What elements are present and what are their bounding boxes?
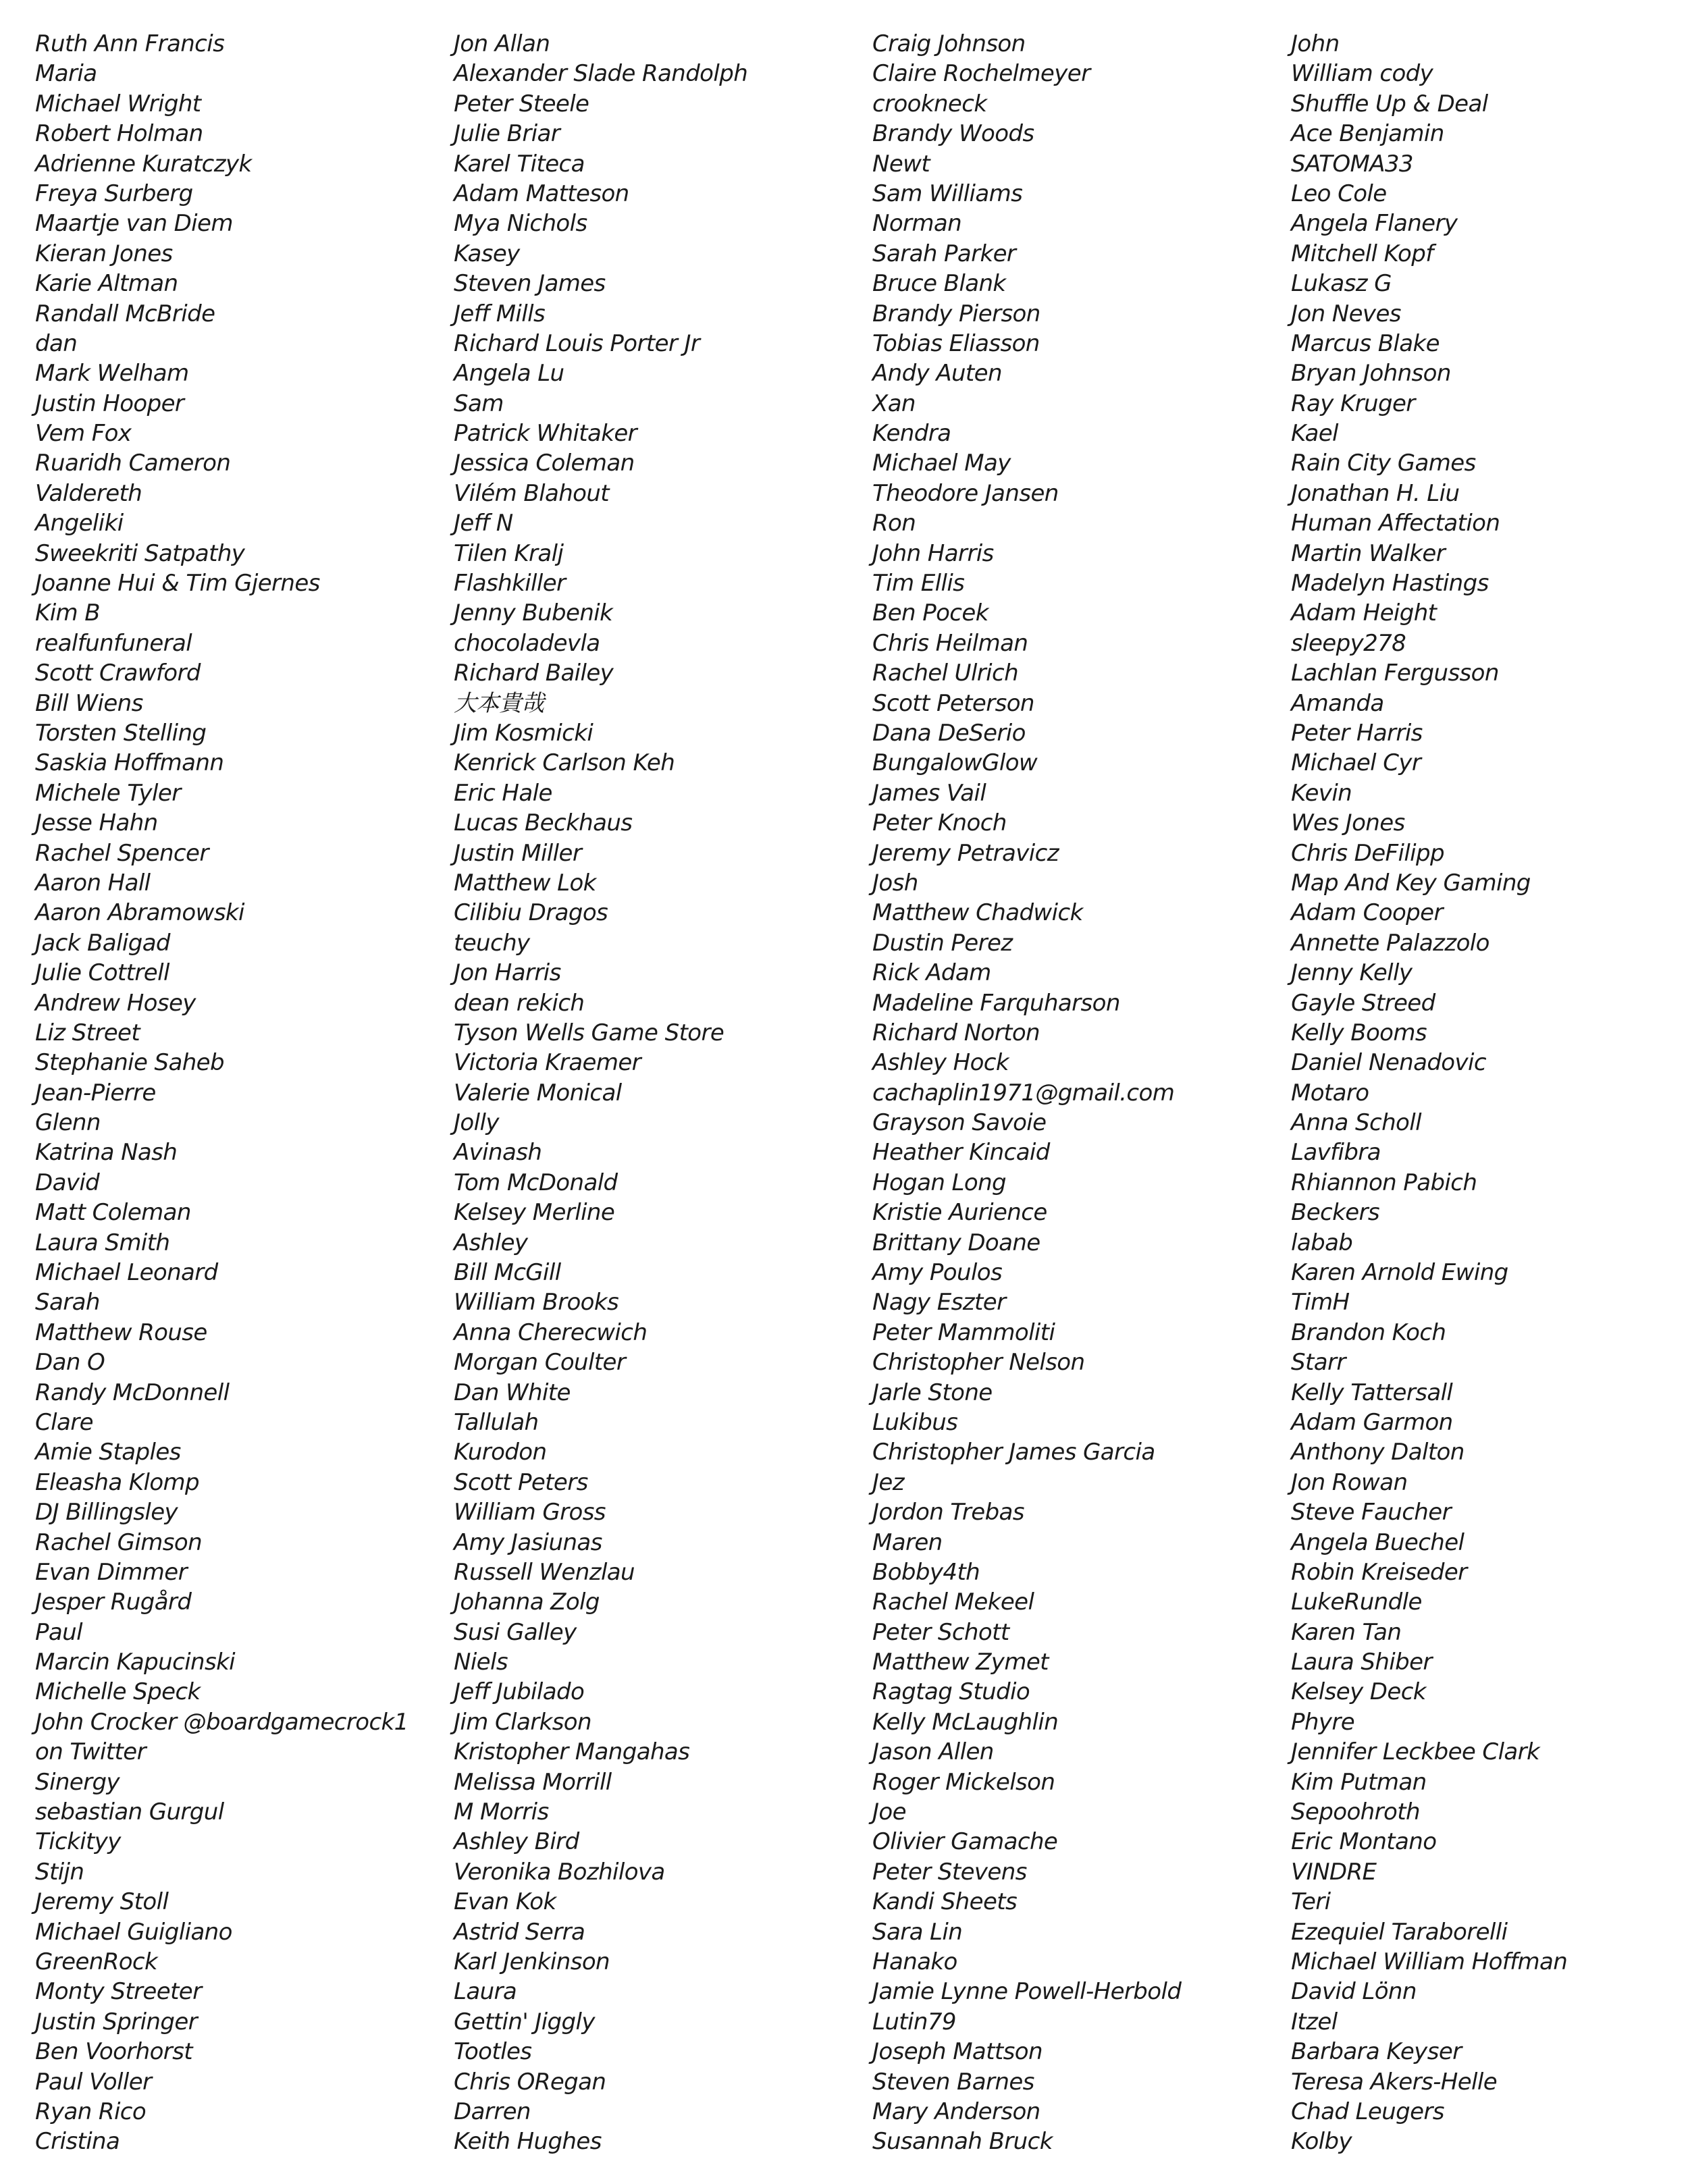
name-entry: Valerie Monical — [454, 1079, 622, 1107]
name-entry: Kurodon — [454, 1439, 547, 1466]
name-entry: Michael Guigliano — [35, 1918, 232, 1946]
name-entry: Brittany Doane — [872, 1229, 1040, 1256]
name-entry: Darren — [454, 2098, 531, 2125]
name-entry: Mary Anderson — [872, 2098, 1040, 2125]
name-entry: Kasey — [454, 240, 520, 267]
name-entry: Mitchell Kopf — [1291, 240, 1433, 267]
name-entry: Ryan Rico — [35, 2098, 147, 2125]
names-column-2 — [454, 29, 859, 2157]
name-entry: Jonathan H. Liu — [1291, 479, 1460, 507]
name-entry: Jolly — [454, 1109, 499, 1137]
name-entry: Maren — [872, 1528, 943, 1556]
name-entry: Laura Shiber — [1291, 1649, 1432, 1676]
name-entry: Ruaridh Cameron — [35, 450, 231, 477]
name-entry: Leo Cole — [1291, 180, 1387, 207]
name-entry: Jesper Rugård — [35, 1589, 192, 1616]
name-entry: Angela Flanery — [1291, 210, 1458, 238]
name-entry: VINDRE — [1291, 1858, 1377, 1886]
name-entry: Amanda — [1291, 689, 1384, 717]
name-entry: Tobias Eliasson — [872, 329, 1040, 357]
name-entry: Teri — [1291, 1888, 1331, 1916]
name-entry: Adrienne Kuratczyk — [35, 150, 252, 178]
name-entry: Rick Adam — [872, 959, 991, 987]
name-entry: Steve Faucher — [1291, 1499, 1451, 1526]
name-entry: Kim Putman — [1291, 1768, 1427, 1796]
name-entry: Kelly Booms — [1291, 1019, 1427, 1046]
name-entry: Adam Matteson — [454, 180, 629, 207]
name-entry: Sam Williams — [872, 180, 1023, 207]
name-entry: Patrick Whitaker — [454, 420, 637, 448]
name-entry: Chad Leugers — [1291, 2098, 1444, 2125]
name-entry: Dan O — [35, 1349, 105, 1377]
name-entry: Dana DeSerio — [872, 719, 1026, 747]
name-entry: William Brooks — [454, 1289, 619, 1316]
names-column-4 — [1291, 29, 1688, 2157]
name-entry: Theodore Jansen — [872, 479, 1059, 507]
name-entry: Michael William Hoffman — [1291, 1948, 1568, 1975]
name-entry: Anna Scholl — [1291, 1109, 1421, 1137]
name-entry: Ben Pocek — [872, 600, 988, 627]
name-entry: Dan White — [454, 1379, 571, 1406]
name-entry: dean rekich — [454, 989, 585, 1017]
name-entry: Monty Streeter — [35, 1978, 202, 2006]
name-entry: Kelly McLaughlin — [872, 1708, 1059, 1736]
name-entry: Eric Montano — [1291, 1828, 1437, 1856]
name-entry: Adam Garmon — [1291, 1408, 1453, 1436]
name-entry: Kelsey Deck — [1291, 1678, 1426, 1706]
name-entry: Sam — [454, 390, 504, 417]
name-entry: Kandi Sheets — [872, 1888, 1018, 1916]
name-entry: Richard Bailey — [454, 660, 614, 687]
name-entry: Lucas Beckhaus — [454, 809, 633, 837]
name-entry: Kevin — [1291, 779, 1352, 807]
name-entry: Karel Titeca — [454, 150, 585, 178]
name-entry: Michael May — [872, 450, 1011, 477]
name-entry: Ray Kruger — [1291, 390, 1415, 417]
name-entry: Melissa Morrill — [454, 1768, 612, 1796]
name-entry: Angela Lu — [454, 360, 564, 388]
name-entry: Stijn — [35, 1858, 84, 1886]
name-entry: Clare — [35, 1408, 93, 1436]
name-entry: Jim Clarkson — [454, 1708, 591, 1736]
name-entry: John — [1291, 30, 1340, 57]
name-entry: Lachlan Fergusson — [1291, 660, 1499, 687]
name-entry: Rachel Mekeel — [872, 1589, 1034, 1616]
name-entry: Beckers — [1291, 1199, 1380, 1227]
name-entry: Russell Wenzlau — [454, 1558, 635, 1586]
name-entry: Michael Wright — [35, 90, 201, 117]
name-entry: Peter Harris — [1291, 719, 1423, 747]
name-entry: Ben Voorhorst — [35, 2038, 193, 2066]
name-entry: Sepoohroth — [1291, 1799, 1420, 1826]
name-entry: Rachel Gimson — [35, 1528, 203, 1556]
name-entry: Brandy Woods — [872, 120, 1034, 148]
name-entry: Jon Harris — [454, 959, 561, 987]
name-entry: Peter Steele — [454, 90, 589, 117]
name-entry: Matthew Rouse — [35, 1319, 207, 1346]
name-entry: Valdereth — [35, 479, 142, 507]
name-entry: David Lönn — [1291, 1978, 1417, 2006]
name-entry: Josh — [872, 869, 918, 897]
name-entry: Hanako — [872, 1948, 957, 1975]
name-entry: Mya Nichols — [454, 210, 587, 238]
name-entry: Amie Staples — [35, 1439, 181, 1466]
name-entry: Daniel Nenadovic — [1291, 1049, 1486, 1077]
name-entry: Eleasha Klomp — [35, 1468, 200, 1496]
name-entry: Jeff N — [454, 510, 513, 537]
name-entry: Mark Welham — [35, 360, 189, 388]
name-entry: Sara Lin — [872, 1918, 963, 1946]
name-entry: Ace Benjamin — [1291, 120, 1444, 148]
name-entry: Richard Norton — [872, 1019, 1040, 1046]
name-entry: Motaro — [1291, 1079, 1369, 1107]
name-entry: Marcin Kapucinski — [35, 1649, 236, 1676]
name-entry: Torsten Stelling — [35, 719, 207, 747]
name-entry: Randall McBride — [35, 300, 215, 327]
name-entry: Justin Hooper — [35, 390, 184, 417]
name-entry: Jenny Kelly — [1291, 959, 1413, 987]
name-entry: Jon Allan — [454, 30, 550, 57]
name-entry: Human Affectation — [1291, 510, 1500, 537]
name-entry: Michael Cyr — [1291, 749, 1421, 777]
name-entry: Lukasz G — [1291, 270, 1392, 298]
name-entry: TimH — [1291, 1289, 1350, 1316]
name-entry: Karen Tan — [1291, 1618, 1402, 1646]
name-entry: Adam Cooper — [1291, 899, 1443, 927]
name-entry: Kael — [1291, 420, 1338, 448]
name-entry: Matthew Zymet — [872, 1649, 1049, 1676]
name-entry: Alexander Slade Randolph — [454, 60, 748, 88]
name-entry: Chris Heilman — [872, 629, 1028, 657]
name-entry: Angela Buechel — [1291, 1528, 1465, 1556]
name-entry: 大本貴哉 — [454, 689, 544, 717]
name-entry: Flashkiller — [454, 570, 566, 597]
name-entry: Glenn — [35, 1109, 101, 1137]
name-entry: Jack Baligad — [35, 929, 170, 957]
name-entry: Michelle Speck — [35, 1678, 201, 1706]
name-entry: Susannah Bruck — [872, 2128, 1053, 2156]
name-entry: Ron — [872, 510, 916, 537]
name-entry: crookneck — [872, 90, 987, 117]
name-entry: sleepy278 — [1291, 629, 1406, 657]
name-entry: LukeRundle — [1291, 1589, 1422, 1616]
name-entry: Karie Altman — [35, 270, 178, 298]
name-entry: Karen Arnold Ewing — [1291, 1259, 1508, 1287]
name-entry: Avinash — [454, 1139, 542, 1167]
name-entry: Saskia Hoffmann — [35, 749, 224, 777]
name-entry: Nagy Eszter — [872, 1289, 1006, 1316]
name-entry: Brandon Koch — [1291, 1319, 1446, 1346]
name-entry: Adam Height — [1291, 600, 1437, 627]
name-entry: Robin Kreiseder — [1291, 1558, 1467, 1586]
name-entry: Steven James — [454, 270, 606, 298]
name-entry: Scott Peterson — [872, 689, 1034, 717]
name-entry: Peter Schott — [872, 1618, 1009, 1646]
name-entry: Ashley Bird — [454, 1828, 579, 1856]
name-entry: Michele Tyler — [35, 779, 181, 807]
name-entry: Tallulah — [454, 1408, 539, 1436]
name-entry: John Crocker @boardgamecrock1 on Twitter — [35, 1708, 408, 1766]
name-entry: Norman — [872, 210, 962, 238]
name-entry: Rhiannon Pabich — [1291, 1169, 1477, 1196]
name-entry: Newt — [872, 150, 930, 178]
name-entry: Susi Galley — [454, 1618, 577, 1646]
name-entry: John Harris — [872, 539, 994, 567]
name-entry: Randy McDonnell — [35, 1379, 230, 1406]
name-entry: Lukibus — [872, 1408, 958, 1436]
name-entry: Jim Kosmicki — [454, 719, 594, 747]
name-entry: Maartje van Diem — [35, 210, 233, 238]
name-entry: Grayson Savoie — [872, 1109, 1047, 1137]
name-entry: Kieran Jones — [35, 240, 173, 267]
name-entry: Jeff Jubilado — [454, 1678, 585, 1706]
name-entry: Liz Street — [35, 1019, 140, 1046]
name-entry: Sarah Parker — [872, 240, 1016, 267]
name-entry: Ruth Ann Francis — [35, 30, 225, 57]
name-entry: Gayle Streed — [1291, 989, 1435, 1017]
name-entry: Joanne Hui & Tim Gjernes — [35, 570, 320, 597]
name-entry: William cody — [1291, 60, 1433, 88]
name-entry: Joe — [872, 1799, 906, 1826]
name-entry: DJ Billingsley — [35, 1499, 178, 1526]
name-entry: Dustin Perez — [872, 929, 1013, 957]
name-entry: Chris DeFilipp — [1291, 839, 1444, 867]
name-entry: Tilen Kralj — [454, 539, 564, 567]
name-entry: Rachel Ulrich — [872, 660, 1019, 687]
name-entry: Cilibiu Dragos — [454, 899, 608, 927]
name-entry: Bill Wiens — [35, 689, 143, 717]
name-entry: Niels — [454, 1649, 508, 1676]
name-entry: Peter Stevens — [872, 1858, 1027, 1886]
name-entry: GreenRock — [35, 1948, 158, 1976]
name-entry: Jeremy Stoll — [35, 1888, 169, 1916]
name-entry: Jennifer Leckbee Clark — [1291, 1738, 1540, 1766]
name-entry: Anna Cherecwich — [454, 1319, 648, 1346]
name-entry: Olivier Gamache — [872, 1828, 1058, 1856]
name-entry: Anthony Dalton — [1291, 1439, 1465, 1466]
name-entry: Madelyn Hastings — [1291, 570, 1489, 597]
name-entry: Jez — [872, 1468, 904, 1496]
name-entry: Morgan Coulter — [454, 1349, 626, 1377]
name-entry: Lutin79 — [872, 2008, 956, 2035]
name-entry: Lavfibra — [1291, 1139, 1381, 1167]
name-entry: Scott Crawford — [35, 660, 201, 687]
name-entry: Peter Mammoliti — [872, 1319, 1055, 1346]
name-entry: Evan Dimmer — [35, 1558, 187, 1586]
name-entry: sebastian Gurgul — [35, 1799, 224, 1826]
name-entry: Matthew Chadwick — [872, 899, 1083, 927]
name-entry: William Gross — [454, 1499, 606, 1526]
name-entry: Gettin' Jiggly — [454, 2008, 595, 2035]
name-entry: Veronika Bozhilova — [454, 1858, 665, 1886]
name-entry: Andrew Hosey — [35, 989, 196, 1017]
name-entry: Kelly Tattersall — [1291, 1379, 1453, 1406]
name-entry: Maria — [35, 60, 97, 88]
name-entry: Kenrick Carlson Keh — [454, 749, 675, 777]
name-entry: Richard Louis Porter Jr — [454, 329, 700, 357]
name-entry: Christopher Nelson — [872, 1349, 1085, 1377]
name-entry: dan — [35, 329, 78, 357]
name-entry: Laura Smith — [35, 1229, 170, 1256]
names-column-1 — [35, 29, 440, 2157]
name-entry: Hogan Long — [872, 1169, 1007, 1196]
name-entry: SATOMA33 — [1291, 150, 1413, 178]
name-entry: Christopher James Garcia — [872, 1439, 1155, 1466]
name-entry: Ezequiel Taraborelli — [1291, 1918, 1508, 1946]
name-entry: Madeline Farquharson — [872, 989, 1120, 1017]
name-entry: Martin Walker — [1291, 539, 1446, 567]
name-entry: Jessica Coleman — [454, 450, 635, 477]
name-entry: Steven Barnes — [872, 2068, 1034, 2096]
name-entry: Matt Coleman — [35, 1199, 191, 1227]
name-entry: Kelsey Merline — [454, 1199, 615, 1227]
name-entry: Angeliki — [35, 510, 124, 537]
name-entry: Tickityy — [35, 1828, 121, 1856]
name-entry: Jeremy Petravicz — [872, 839, 1059, 867]
name-entry: Cristina — [35, 2128, 120, 2156]
name-entry: Chris ORegan — [454, 2068, 606, 2096]
name-entry: Scott Peters — [454, 1468, 588, 1496]
name-entry: Craig Johnson — [872, 30, 1026, 57]
name-entry: Kristopher Mangahas — [454, 1738, 690, 1766]
name-entry: Amy Jasiunas — [454, 1528, 602, 1556]
name-entry: Jesse Hahn — [35, 809, 158, 837]
name-entry: Laura — [454, 1978, 517, 2006]
name-entry: Freya Surberg — [35, 180, 193, 207]
name-entry: Sweekriti Satpathy — [35, 539, 245, 567]
name-entry: Keith Hughes — [454, 2128, 602, 2156]
name-entry: Jamie Lynne Powell-Herbold — [872, 1978, 1182, 2006]
name-entry: Johanna Zolg — [454, 1589, 600, 1616]
name-entry: Paul Voller — [35, 2068, 152, 2096]
name-entry: cachaplin1971@gmail.com — [872, 1079, 1175, 1107]
name-entry: Matthew Lok — [454, 869, 596, 897]
name-entry: Map And Key Gaming — [1291, 869, 1531, 897]
name-entry: Bruce Blank — [872, 270, 1006, 298]
name-entry: Bill McGill — [454, 1259, 561, 1287]
name-entry: Jon Neves — [1291, 300, 1401, 327]
name-entry: Tom McDonald — [454, 1169, 618, 1196]
name-entry: Jean-Pierre — [35, 1079, 156, 1107]
name-entry: Victoria Kraemer — [454, 1049, 641, 1077]
name-entry: Annette Palazzolo — [1291, 929, 1489, 957]
name-entry: Vem Fox — [35, 420, 132, 448]
name-entry: Jon Rowan — [1291, 1468, 1408, 1496]
name-entry: Xan — [872, 390, 916, 417]
name-entry: Karl Jenkinson — [454, 1948, 610, 1975]
name-entry: Kristie Aurience — [872, 1199, 1047, 1227]
name-entry: Jenny Bubenik — [454, 600, 613, 627]
name-entry: Julie Cottrell — [35, 959, 169, 987]
name-entry: James Vail — [872, 779, 986, 807]
name-entry: Bobby4th — [872, 1558, 980, 1586]
name-entry: Claire Rochelmeyer — [872, 60, 1090, 88]
name-entry: BungalowGlow — [872, 749, 1038, 777]
name-entry: Jason Allen — [872, 1738, 994, 1766]
name-entry: Shuffle Up & Deal — [1291, 90, 1488, 117]
name-entry: Ashley Hock — [872, 1049, 1009, 1077]
names-column-3 — [872, 29, 1277, 2157]
name-entry: Bryan Johnson — [1291, 360, 1451, 388]
name-entry: Aaron Hall — [35, 869, 151, 897]
name-entry: Evan Kok — [454, 1888, 556, 1916]
name-entry: Ashley — [454, 1229, 528, 1256]
name-entry: Stephanie Saheb — [35, 1049, 224, 1077]
name-entry: M Morris — [454, 1799, 549, 1826]
name-entry: Kim B — [35, 600, 100, 627]
name-entry: Justin Miller — [454, 839, 582, 867]
name-entry: Kendra — [872, 420, 951, 448]
name-entry: Justin Springer — [35, 2008, 198, 2035]
name-entry: Sinergy — [35, 1768, 120, 1796]
name-entry: Ragtag Studio — [872, 1678, 1030, 1706]
name-entry: labab — [1291, 1229, 1353, 1256]
name-entry: Barbara Keyser — [1291, 2038, 1462, 2066]
name-entry: Vilém Blahout — [454, 479, 610, 507]
name-entry: chocoladevla — [454, 629, 600, 657]
name-entry: Eric Hale — [454, 779, 552, 807]
name-entry: Astrid Serra — [454, 1918, 585, 1946]
name-entry: Itzel — [1291, 2008, 1338, 2035]
name-entry: Robert Holman — [35, 120, 203, 148]
name-entry: Kolby — [1291, 2128, 1352, 2156]
name-entry: Tootles — [454, 2038, 532, 2066]
name-entry: David — [35, 1169, 100, 1196]
name-entry: Heather Kincaid — [872, 1139, 1050, 1167]
name-entry: Joseph Mattson — [872, 2038, 1043, 2066]
name-entry: Phyre — [1291, 1708, 1355, 1736]
name-entry: Tyson Wells Game Store — [454, 1019, 724, 1046]
name-entry: Julie Briar — [454, 120, 560, 148]
name-entry: Sarah — [35, 1289, 100, 1316]
name-entry: Amy Poulos — [872, 1259, 1003, 1287]
name-entry: Jordon Trebas — [872, 1499, 1024, 1526]
name-entry: Aaron Abramowski — [35, 899, 244, 927]
name-entry: Peter Knoch — [872, 809, 1007, 837]
name-entry: Rain City Games — [1291, 450, 1476, 477]
name-entry: Rachel Spencer — [35, 839, 209, 867]
name-entry: Jarle Stone — [872, 1379, 993, 1406]
name-entry: Wes Jones — [1291, 809, 1405, 837]
name-entry: Roger Mickelson — [872, 1768, 1055, 1796]
name-entry: Tim Ellis — [872, 570, 965, 597]
name-entry: Marcus Blake — [1291, 329, 1440, 357]
name-entry: realfunfuneral — [35, 629, 192, 657]
name-entry: Teresa Akers-Helle — [1291, 2068, 1498, 2096]
name-entry: Brandy Pierson — [872, 300, 1040, 327]
name-entry: Starr — [1291, 1349, 1346, 1377]
name-entry: Andy Auten — [872, 360, 1002, 388]
name-entry: Michael Leonard — [35, 1259, 218, 1287]
name-entry: Paul — [35, 1618, 82, 1646]
name-entry: Jeff Mills — [454, 300, 546, 327]
name-entry: Katrina Nash — [35, 1139, 178, 1167]
name-entry: teuchy — [454, 929, 530, 957]
